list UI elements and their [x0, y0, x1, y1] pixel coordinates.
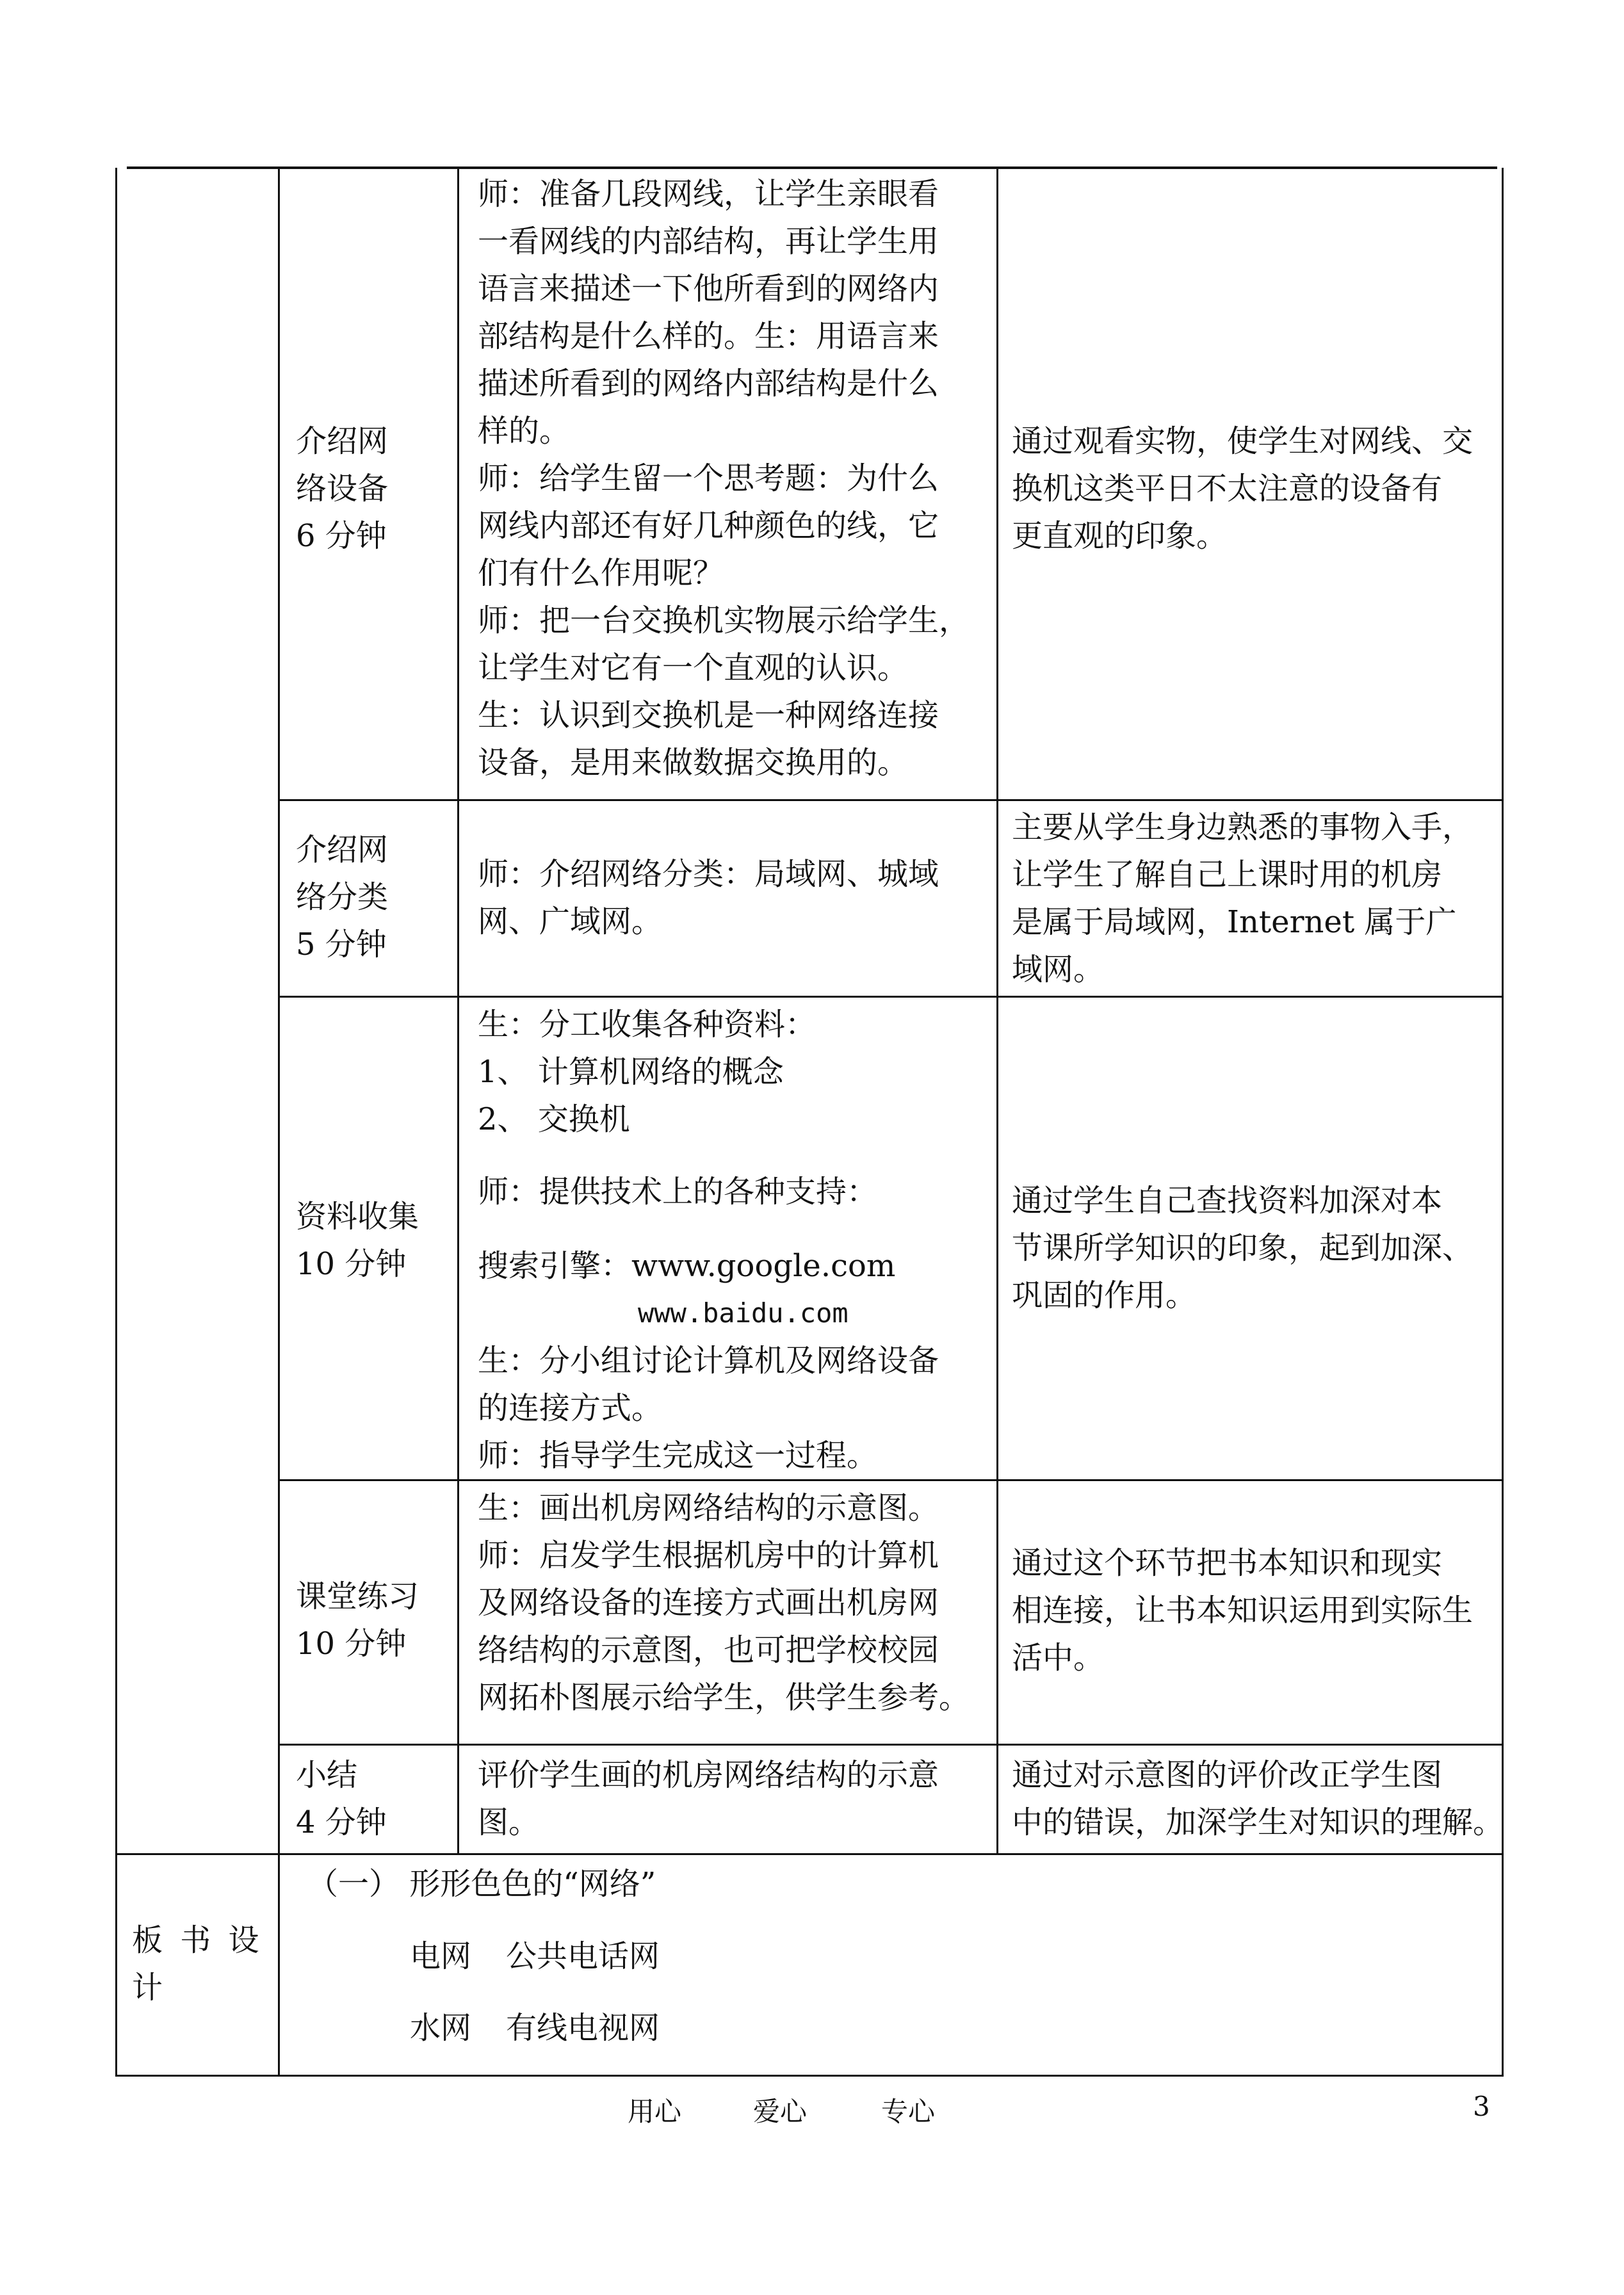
activity-line: 生：分工收集各种资料： [478, 1007, 816, 1042]
activity-cell: 师：准备几段网线，让学生亲眼看 一看网线的内部结构，再让学生用 语言来描述一下他所看到的网络内 部结构是什么样的。生：用语言来 描述所看到的网络内部结构是什么 样的。 师：给学生留一个思考题：为什么 网线内部还有好几种颜色的线，它 们有什么作用呢？ 师：把一台交换机实物展示给学生， 让学生对它有一个直观的认识。 生：认识到交换机是一种网络连接 设备，是用来做数据交换用的。 [478, 176, 970, 781]
stage-cell: 介绍网 络设备 6 分钟 [296, 423, 389, 554]
row-divider-1 [278, 799, 1504, 801]
page-number: 3 [1473, 2091, 1490, 2122]
footer-motto-2: 爱心 [753, 2096, 808, 2127]
row-divider-2 [278, 996, 1504, 998]
activity-cell: 评价学生画的机房网络结构的示意 图。 [478, 1757, 939, 1840]
table-divider-col1 [278, 168, 280, 2077]
table-border-bottom [115, 2075, 1504, 2077]
activity-cell: 生：画出机房网络结构的示意图。 师：启发学生根据机房中的计算机 及网络设备的连接方式画出机房网 络结构的示意图，也可把学校校园 网拓朴图展示给学生，供学生参考。 [478, 1490, 970, 1715]
footer-motto-3: 专心 [881, 2096, 936, 2127]
stage-cell: 小结 4 分钟 [296, 1757, 387, 1840]
header-rule [127, 166, 1497, 169]
intent-cell: 通过观看实物，使学生对网线、交 换机这类平日不太注意的设备有 更直观的印象。 [1012, 423, 1474, 554]
board-item: 公共电话网 [506, 1938, 660, 1974]
board-item: 电网 [410, 1938, 472, 1974]
activity-line: 师：提供技术上的各种支持： [478, 1174, 878, 1210]
activity-line: 2、 交换机 [478, 1101, 630, 1137]
activity-line: 师：指导学生完成这一过程。 [478, 1438, 878, 1473]
row-divider-3 [278, 1479, 1504, 1481]
activity-line: 搜索引擎：www.google.com [478, 1248, 896, 1284]
activity-line: 1、 计算机网络的概念 [478, 1054, 784, 1090]
board-item: 有线电视网 [506, 2010, 660, 2046]
board-heading: （一） 形形色色的“网络” [307, 1866, 656, 1902]
activity-line: 的连接方式。 [478, 1390, 663, 1426]
stage-cell: 资料收集 10 分钟 [296, 1199, 419, 1282]
intent-cell: 主要从学生身边熟悉的事物入手， 让学生了解自己上课时用的机房 是属于局域网，Internet 属于广 域网。 [1012, 809, 1474, 987]
stage-cell: 介绍网 络分类 5 分钟 [296, 832, 389, 962]
footer-motto-1: 用心 [628, 2096, 682, 2127]
intent-cell: 通过对示意图的评价改正学生图 中的错误，加深学生对知识的理解。 [1012, 1757, 1504, 1840]
intent-cell: 通过这个环节把书本知识和现实 相连接，让书本知识运用到实际生 活中。 [1012, 1545, 1474, 1676]
activity-line: 生：分小组讨论计算机及网络设备 [478, 1343, 939, 1379]
stage-cell: 课堂练习 10 分钟 [296, 1578, 419, 1662]
row-divider-4 [278, 1744, 1504, 1746]
table-border-left [115, 168, 117, 2077]
board-top-border [115, 1853, 1504, 1855]
board-item: 水网 [410, 2010, 472, 2046]
intent-cell: 通过学生自己查找资料加深对本 节课所学知识的印象，起到加深、 巩固的作用。 [1012, 1183, 1474, 1313]
activity-line: www.baidu.com [638, 1297, 849, 1329]
board-design-label: 板 书 设 计 [132, 1922, 263, 2006]
activity-cell: 师：介绍网络分类：局域网、城域 网、广域网。 [478, 856, 939, 939]
